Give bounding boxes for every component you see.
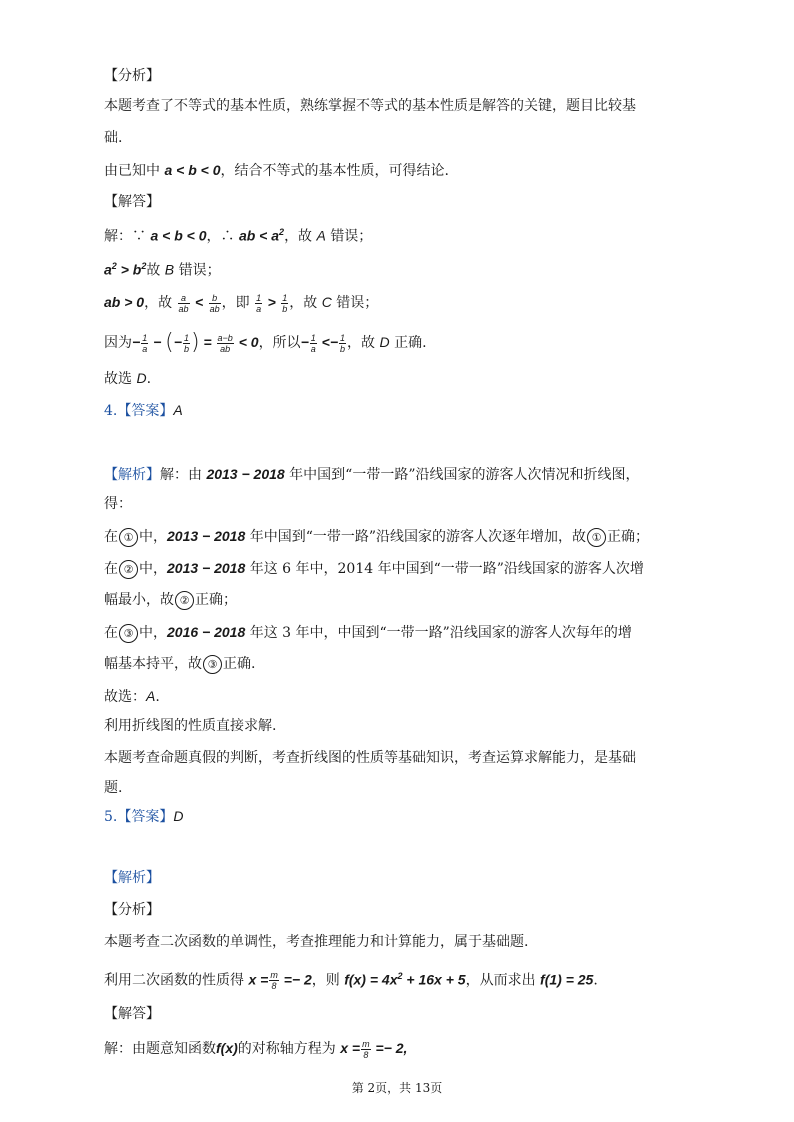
q4-summary-line: 本题考查命题真假的判断，考查折线图的性质等基础知识，考查运算求解能力，是基础 xyxy=(104,750,636,766)
fraction: $\frac{m}{8}$ xyxy=(270,970,278,992)
fraction: $\frac{1}{a}$ xyxy=(256,292,262,314)
fraction: $\frac{1}{b}$ xyxy=(340,332,346,354)
q4-answer-line: 4.【答案】A xyxy=(104,402,183,419)
circled-number-3: ③ xyxy=(119,624,138,643)
solution-line-a: 解：∵ a < b < 0，∴ ab < $a^2$，故 A 错误； xyxy=(104,227,373,245)
known-condition-line: 由已知中 a < b < 0，结合不等式的基本性质，可得结论. xyxy=(104,162,449,179)
q4-item-3: 在 ③ 中，2016 − 2018 年这 3 年中，中国到“一带一路”沿线国家的游客人次每年的增 xyxy=(104,624,632,641)
circled-number-3: ③ xyxy=(203,655,222,674)
q4-item-3-cont: 幅基本持平，故 ③ 正确. xyxy=(104,656,256,672)
final-choice-line: 故选 D. xyxy=(104,370,152,387)
q5-method-line: 利用二次函数的性质得 x = $\frac{m}{8}$ =− 2，则 $f(x) = 4x^2 + 16x + 5$，从而求出 f(1) = 25. xyxy=(104,970,598,992)
circled-number-2: ② xyxy=(119,560,138,579)
analysis-text-line: 础. xyxy=(104,130,123,146)
q4-final-choice: 故选：A. xyxy=(104,688,160,705)
q4-item-1: 在 ① 中，2013 − 2018 年中国到“一带一路”沿线国家的游客人次逐年增加，故 ① 正确； xyxy=(104,528,650,545)
circled-number-2: ② xyxy=(175,591,194,610)
fraction: $\frac{b}{ab}$ xyxy=(209,292,220,314)
fraction: $\frac{1}{a}$ xyxy=(142,332,148,354)
page-number: 第 2页，共 13页 xyxy=(351,1081,443,1095)
analysis-tag: 【分析】 xyxy=(104,68,160,84)
circled-number-1: ① xyxy=(119,528,138,547)
q4-item-2-cont: 幅最小，故 ② 正确； xyxy=(104,592,237,608)
q5-answer-line: 5.【答案】D xyxy=(104,808,184,825)
fraction: $\frac{a}{ab}$ xyxy=(178,292,189,314)
solution-tag: 【解答】 xyxy=(104,194,160,210)
fraction: $\frac{1}{b}$ xyxy=(183,332,189,354)
q5-analysis-tag: 【分析】 xyxy=(104,902,160,918)
q4-method-line: 利用折线图的性质直接求解. xyxy=(104,718,277,734)
q5-solution-line: 解：由题意知函数f(x)的对称轴方程为 x = $\frac{m}{8}$ =− 2, xyxy=(104,1038,408,1060)
q5-solution-tag: 【解答】 xyxy=(104,1006,160,1022)
q5-analysis-text: 本题考查二次函数的单调性，考查推理能力和计算能力，属于基础题. xyxy=(104,934,529,950)
analysis-text-line: 本题考查了不等式的基本性质，熟练掌握不等式的基本性质是解答的关键，题目比较基 xyxy=(104,98,636,114)
solution-line-d: 因为− $\frac{1}{a}$ − (− $\frac{1}{b}$ ) = $\frac{a-b}{ab}$ < 0，所以− $\frac{1}{a}$ <− $\frac{1}{b}$ ，故 D 正确. xyxy=(104,330,427,355)
fraction: $\frac{a-b}{ab}$ xyxy=(217,332,233,354)
q4-text-line: 得： xyxy=(104,496,132,512)
fraction: $\frac{1}{a}$ xyxy=(310,332,316,354)
circled-number-1: ① xyxy=(587,528,606,547)
solution-line-b: $a^2 > b^2$故 B 错误； xyxy=(104,261,221,279)
page-footer xyxy=(0,1080,794,1096)
q4-item-2: 在 ② 中，2013 − 2018 年这 6 年中，2014 年中国到“一带一路”沿线国家的游客人次增 xyxy=(104,560,644,577)
q5-jiexi-tag: 【解析】 xyxy=(104,870,160,886)
fraction: $\frac{1}{b}$ xyxy=(282,292,288,314)
solution-line-c: ab > 0，故 $\frac{a}{ab}$ < $\frac{b}{ab}$ ，即 $\frac{1}{a}$ > $\frac{1}{b}$ ，故 C 错误； xyxy=(104,292,379,314)
fraction: $\frac{m}{8}$ xyxy=(362,1038,370,1060)
q4-summary-line: 题. xyxy=(104,780,123,796)
q4-jiexi-line: 【解析】解：由 2013 − 2018 年中国到“一带一路”沿线国家的游客人次情况和折线图， xyxy=(104,466,640,483)
